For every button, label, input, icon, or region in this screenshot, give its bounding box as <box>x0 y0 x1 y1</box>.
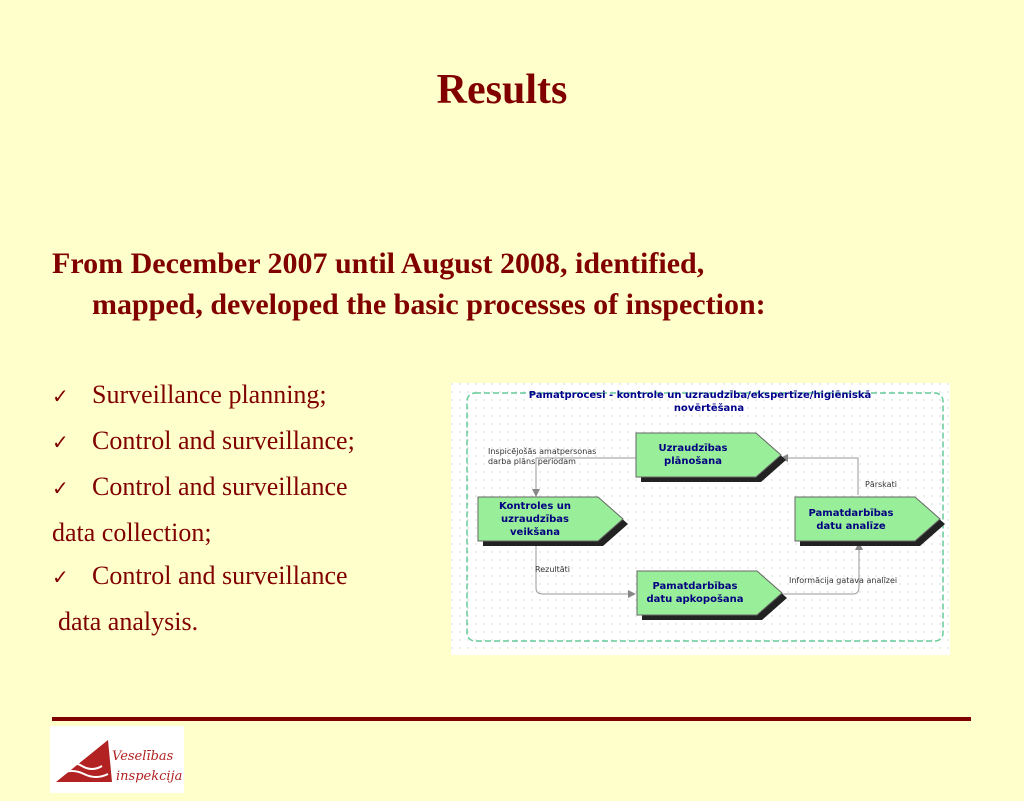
node-collection-line-2: datu apkopošana <box>646 594 744 605</box>
checkmark-icon: ✓ <box>52 432 69 454</box>
bullet-item <box>52 373 432 419</box>
bullet-text: Control and surveillance; <box>92 426 355 455</box>
bullet-text: Control and surveillance <box>92 561 348 590</box>
checkmark-icon: ✓ <box>52 478 69 500</box>
checkmark-icon: ✓ <box>52 386 69 408</box>
diagram-title-line-2: novērtēšana <box>673 403 745 414</box>
node-control-line-1: Kontroles un <box>498 501 572 512</box>
bullet-text: Control and surveillance <box>92 472 348 501</box>
node-planning-line-2: plānošana <box>664 456 722 467</box>
bullet-continuation <box>52 511 432 554</box>
node-planning <box>636 433 786 482</box>
bullet-item <box>52 465 432 511</box>
node-planning-line-1: Uzraudzības <box>658 443 728 454</box>
label-results: Rezultāti <box>535 565 571 574</box>
slide-title: Results <box>436 67 568 113</box>
diagram-title-line-1: Pamatprocesi - kontrole un uzraudzība/ekspertīze/higiēniskā <box>528 390 872 401</box>
bullet-text: data collection; <box>52 518 212 547</box>
logo-text-line-1: Veselības <box>112 749 174 764</box>
lead-line-1: From December 2007 until August 2008, identified, <box>52 247 705 280</box>
label-reports: Pārskati <box>865 480 897 489</box>
bullet-item <box>52 554 432 600</box>
checkmark-icon: ✓ <box>52 567 69 589</box>
label-plan-input-1: Inspicējošās amatpersonas <box>488 447 597 456</box>
inspection-logo <box>50 726 184 793</box>
bullet-continuation <box>52 600 432 643</box>
bullet-text: data analysis. <box>58 607 199 636</box>
label-info-ready: Informācija gatava analīzei <box>789 576 898 585</box>
bullet-text: Surveillance planning; <box>92 380 327 409</box>
node-analysis-line-2: datu analīze <box>816 521 886 532</box>
logo-text-line-2: inspekcija <box>116 769 183 784</box>
node-control-line-2: uzraudzības <box>500 514 570 525</box>
footer-divider <box>52 717 971 721</box>
node-collection <box>637 571 787 620</box>
lead-line-2: mapped, developed the basic processes of inspection: <box>92 288 766 321</box>
label-plan-input-2: darba plāns periodam <box>488 457 576 466</box>
bullet-list <box>52 373 432 643</box>
node-control <box>478 497 628 546</box>
node-control-line-3: veikšana <box>510 527 560 538</box>
node-collection-line-1: Pamatdarbības <box>652 581 738 592</box>
node-analysis <box>795 497 945 546</box>
process-diagram <box>451 383 950 655</box>
lead-paragraph <box>52 243 952 325</box>
bullet-item <box>52 419 432 465</box>
node-analysis-line-1: Pamatdarbības <box>808 508 894 519</box>
